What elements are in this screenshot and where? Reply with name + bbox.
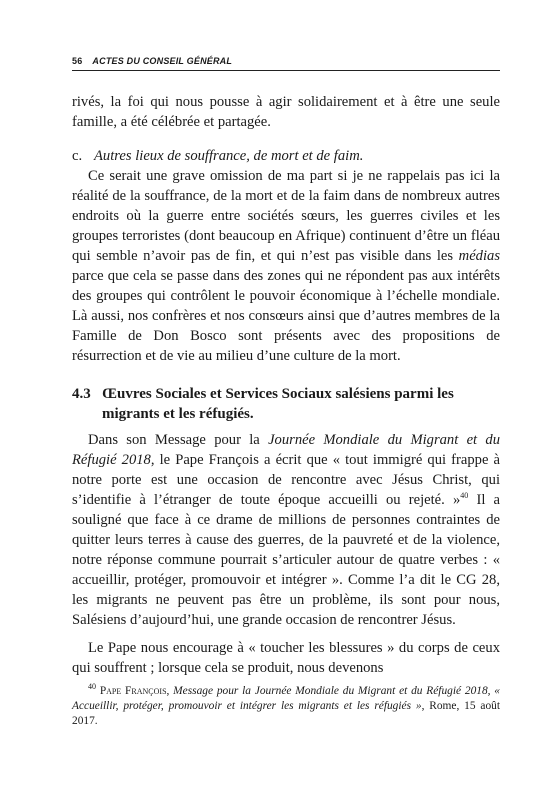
footnote-40: $^{40}$ Pape François, Message pour la Journée Mondiale du Migrant et du Réfugié 2018, « Accueillir, protéger, promouvoir et intégrer les migrants et les réfugiés », Rome, 15 août 2017. [72, 682, 501, 727]
paragraph-text: rivés, la foi qui nous pousse à agir solidairement et à être une seule famille, a été célébrée et partagée. [72, 94, 500, 130]
footnote-number: 40 [88, 682, 96, 692]
footnotes [72, 684, 500, 729]
paragraph-suffering [72, 166, 500, 366]
subsection-heading [72, 146, 500, 166]
footnote-title: Message pour la Journée Mondiale du Migrant et du Réfugié 2018, « Accueillir, protéger, promouvoir et intégrer les migrants et les réfugiés » [72, 685, 500, 712]
text-run: parce que cela se passe dans des zones qui ne répondent pas aux intérêts des groupes qui contrôlent le pouvoir économique à l’échelle mondiale. Là aussi, nos confrères et nos consœurs ainsi que d’autres membres de la Famille de Don Bosco sont présents avec des propositions de résurrection et de vie au milieu d’une culture de la mort. [72, 268, 500, 364]
text-run: Ce serait une grave omission de ma part si je ne rappelais pas ici la réalité de la souffrance, de la mort et de la faim dans de nombreux autres endroits où la guerre entre sociétés sœurs, les guerres civiles et les groupes terroristes (dont beaucoup en Afrique) continuent d’être un fléau qui semble n’avoir pas de fin, et qui n’est pas visible dans les [72, 168, 500, 264]
italic-term: médias [458, 248, 501, 264]
paragraph-migrants [72, 430, 500, 630]
running-title: ACTES DU CONSEIL GÉNÉRAL [92, 56, 233, 66]
section-heading [72, 384, 500, 424]
subsection-letter: c. [72, 148, 83, 164]
text-run: Dans son Message pour la [88, 432, 260, 448]
section-title: Œuvres Sociales et Services Sociaux salésiens parmi les migrants et les réfugiés. [102, 386, 454, 422]
italic-title: Journée Mondiale du Migrant et du Réfugié 2018 [72, 432, 500, 468]
footnote-author: Pape François [99, 685, 167, 697]
paragraph-pope [72, 638, 500, 678]
footnote-source: , Rome, 15 août 2017. [72, 700, 501, 727]
paragraph-text: Le Pape nous encourage à « toucher les blessures » du corps de ceux qui souffrent ; lorsque cela se produit, nous devenons [72, 640, 500, 676]
paragraph-continuation [72, 92, 500, 132]
running-header [72, 56, 500, 66]
text-run: Il a souligné que face à ce drame de millions de personnes contraintes de quitter leurs terres à cause des guerres, de la pauvreté et de la violence, notre réponse commune pourrait s’articuler autour de quatre verbes : « accueillir, protéger, promouvoir et intégrer ». Comme l’a dit le CG 28, les migrants ne peuvent pas être un problème, ils sont pour nous, Salésiens d’aujourd’hui, une grande occasion de rencontrer Jésus. [72, 492, 501, 628]
header-rule [72, 70, 500, 71]
page-number: 56 [72, 56, 83, 66]
footnote-ref[interactable]: 40 [460, 491, 469, 501]
section-number: 4.3 [72, 386, 91, 402]
subsection-title: Autres lieux de souffrance, de mort et de faim. [94, 148, 364, 164]
text-run: , le Pape François a écrit que « tout immigré qui frappe à notre porte est une occasion de rencontre avec Jésus Christ, qui s’identifie à l’étranger de toute époque accueilli ou rejeté. » [72, 452, 500, 508]
main-text [72, 92, 500, 678]
